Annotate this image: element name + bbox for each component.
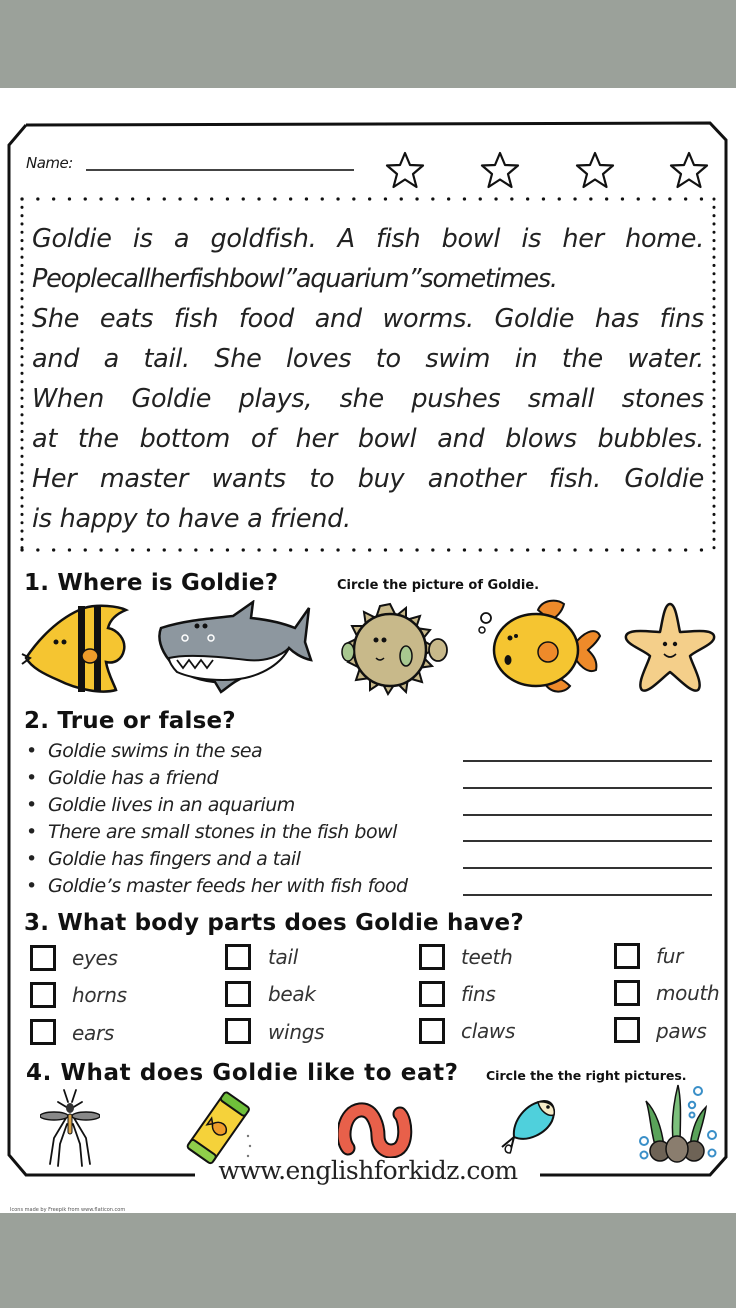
question-3-title: 3. What body parts does Goldie have? <box>24 910 524 936</box>
reading-line: is happy to have a friend. <box>32 504 351 534</box>
worksheet-page <box>0 88 736 1213</box>
question-2-title: 2. True or false? <box>24 708 236 734</box>
tf-item <box>26 740 262 762</box>
checkbox-eyes[interactable] <box>30 945 56 971</box>
tf-answer-line[interactable] <box>463 814 712 816</box>
checkbox-label: claws <box>461 1019 516 1043</box>
checkbox-label: fur <box>656 944 684 968</box>
checkbox-fur[interactable] <box>614 943 640 969</box>
checkbox-label: horns <box>72 983 127 1007</box>
tf-item <box>26 875 408 897</box>
question-4-title: 4. What does Goldie like to eat? <box>26 1060 459 1086</box>
checkbox-beak[interactable] <box>225 981 251 1007</box>
pufferfish-picture[interactable] <box>340 600 450 696</box>
angelfish-picture[interactable] <box>18 600 130 696</box>
checkbox-wings[interactable] <box>225 1018 251 1044</box>
tf-statement: Goldie swims in the sea <box>48 740 263 762</box>
question-4-instruction: Circle the the right pictures. <box>486 1068 687 1083</box>
worm-picture[interactable] <box>338 1098 418 1158</box>
checkbox-horns[interactable] <box>30 982 56 1008</box>
checkbox-label: paws <box>656 1019 707 1043</box>
tf-answer-line[interactable] <box>463 760 712 762</box>
question-1-instruction: Circle the picture of Goldie. <box>337 578 540 593</box>
aquarium-plants-picture[interactable] <box>636 1083 720 1165</box>
name-field[interactable] <box>86 169 354 171</box>
goldfish-picture[interactable] <box>472 596 602 696</box>
reading-line: When Goldie plays, she pushes small stones <box>32 384 704 414</box>
bullet: • <box>26 848 37 870</box>
checkbox-paws[interactable] <box>614 1017 640 1043</box>
footer-url-link[interactable]: www.englishforkidz.com <box>218 1156 518 1185</box>
checkbox-tail[interactable] <box>225 944 251 970</box>
reading-line: Peoplecallherfishbowl”aquarium”sometimes. <box>32 264 557 294</box>
tf-statement: Goldie has a friend <box>48 767 219 789</box>
shark-picture[interactable] <box>155 600 315 696</box>
tf-answer-line[interactable] <box>463 867 712 869</box>
checkbox-label: beak <box>268 982 316 1006</box>
checkbox-label: teeth <box>461 945 513 969</box>
icon-credit: Icons made by Freepik from www.flaticon.com <box>10 1207 126 1213</box>
starfish-picture[interactable] <box>620 600 720 696</box>
checkbox-ears[interactable] <box>30 1019 56 1045</box>
tf-answer-line[interactable] <box>463 840 712 842</box>
tf-statement: There are small stones in the fish bowl <box>48 821 397 843</box>
reading-line: and a tail. She loves to swim in the water. <box>32 344 704 374</box>
star-icon[interactable] <box>575 150 615 190</box>
checkbox-label: tail <box>268 945 299 969</box>
reading-line: Her master wants to buy another fish. Goldie <box>32 464 704 494</box>
tf-statement: Goldie has fingers and a tail <box>48 848 301 870</box>
star-icon[interactable] <box>385 150 425 190</box>
reading-passage <box>32 219 704 539</box>
bullet: • <box>26 875 37 897</box>
question-1-title: 1. Where is Goldie? <box>24 570 279 596</box>
checkbox-fins[interactable] <box>419 981 445 1007</box>
checkbox-label: ears <box>72 1021 115 1045</box>
bullet: • <box>26 767 37 789</box>
tf-answer-line[interactable] <box>463 894 712 896</box>
tf-item <box>26 794 295 816</box>
checkbox-teeth[interactable] <box>419 944 445 970</box>
bullet: • <box>26 740 37 762</box>
reading-line: She eats fish food and worms. Goldie has fins <box>32 304 704 334</box>
checkbox-label: mouth <box>656 981 720 1005</box>
checkbox-mouth[interactable] <box>614 980 640 1006</box>
tf-item <box>26 848 300 870</box>
tf-item <box>26 767 218 789</box>
checkbox-label: wings <box>268 1020 325 1044</box>
checkbox-claws[interactable] <box>419 1018 445 1044</box>
star-icon[interactable] <box>669 150 709 190</box>
name-label: Name: <box>26 154 73 172</box>
star-icon[interactable] <box>480 150 520 190</box>
reading-line: Goldie is a goldfish. A fish bowl is her home. <box>32 224 704 254</box>
bullet: • <box>26 821 37 843</box>
tf-statement: Goldie lives in an aquarium <box>48 794 295 816</box>
checkbox-label: fins <box>461 982 496 1006</box>
tf-item <box>26 821 397 843</box>
tf-answer-line[interactable] <box>463 787 712 789</box>
checkbox-label: eyes <box>72 946 118 970</box>
tf-statement: Goldie’s master feeds her with fish food <box>48 875 408 897</box>
bullet: • <box>26 794 37 816</box>
small-fish-picture[interactable] <box>498 1093 558 1157</box>
reading-line: at the bottom of her bowl and blows bubbles. <box>32 424 704 454</box>
